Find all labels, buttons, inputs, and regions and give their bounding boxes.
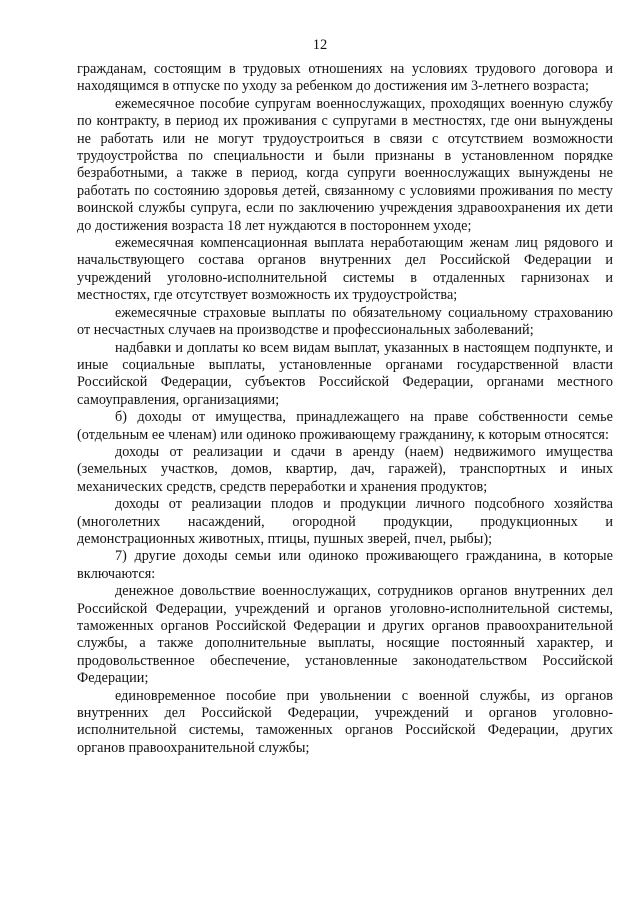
- paragraph: гражданам, состоящим в трудовых отношениях на условиях трудового договора и находящимся в отпуске по уходу за ребенком до достижения им 3-летнего возраста;: [77, 61, 613, 95]
- paragraph: единовременное пособие при увольнении с военной службы, из органов внутренних дел Российской Федерации, учреждений и органов уголовно-исполнительной системы, таможенных органов Российской Федерации, других органов правоохранительной службы;: [77, 687, 613, 756]
- paragraph: ежемесячная компенсационная выплата неработающим женам лиц рядового и начальствующего состава органов внутренних дел Российской Федерации и учреждений уголовно-исполнительной системы в отдаленных гарнизонах и местностях, где отсутствует возможность их трудоустройства;: [77, 235, 613, 304]
- paragraph: 7) другие доходы семьи или одиноко проживающего гражданина, в которые включаются:: [77, 548, 613, 582]
- paragraph: ежемесячные страховые выплаты по обязательному социальному страхованию от несчастных случаев на производстве и профессиональных заболеваний;: [77, 304, 613, 339]
- paragraph: доходы от реализации плодов и продукции личного подсобного хозяйства (многолетних насаждений, огородной продукции, продукционных и демонстрационных животных, птицы, пушных зверей, пчел, рыбы);: [77, 496, 613, 547]
- document-body: [77, 61, 613, 757]
- paragraph: ежемесячное пособие супругам военнослужащих, проходящих военную службу по контракту, в период их проживания с супругами в местностях, где они вынуждены не работать или не могут трудоустроиться в связи с отсутствием возможности трудоустройства по специальности и были признаны в установленном порядке безработными, а также в период, когда супруги военнослужащих вынуждены не работать по состоянию здоровья детей, связанному с условиями проживания по месту воинской службы супруга, если по заключению учреждения здравоохранения их дети до достижения возраста 18 лет нуждаются в постороннем уходе;: [77, 95, 613, 234]
- paragraph: б) доходы от имущества, принадлежащего на праве собственности семье (отдельным ее членам) или одиноко проживающему гражданину, к которым относятся:: [77, 409, 613, 443]
- page-number: 12: [312, 37, 328, 53]
- paragraph: надбавки и доплаты ко всем видам выплат, указанных в настоящем подпункте, и иные социальные выплаты, установленные органами государственной власти Российской Федерации, субъектов Российской Федерации, органами местного самоуправления, организациями;: [77, 339, 613, 408]
- paragraph: денежное довольствие военнослужащих, сотрудников органов внутренних дел Российской Федерации, учреждений и органов уголовно-исполнительной системы, таможенных органов Российской Федерации и других органов правоохранительной службы, а также дополнительные выплаты, носящие постоянный характер, и продовольственное обеспечение, установленные законодательством Российской Федерации;: [77, 583, 613, 687]
- paragraph: доходы от реализации и сдачи в аренду (наем) недвижимого имущества (земельных участков, домов, квартир, дач, гаражей), транспортных и иных механических средств, средств переработки и хранения продуктов;: [77, 443, 613, 495]
